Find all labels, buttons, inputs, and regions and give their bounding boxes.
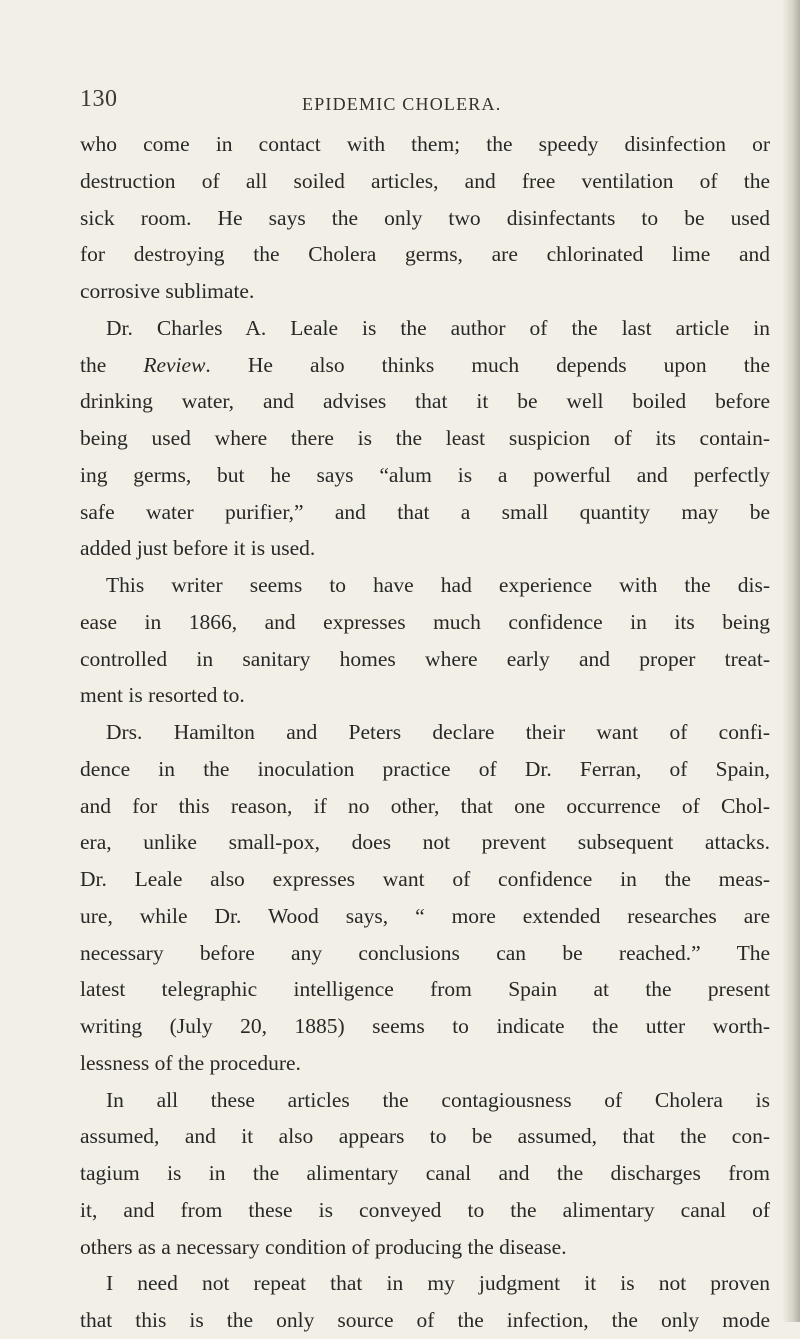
paragraph-start-line: This writer seems to have had experience with the dis-	[106, 573, 770, 597]
text-line: writing (July 20, 1885) seems to indicate the utter worth-	[80, 1014, 770, 1038]
text-line: dence in the inoculation practice of Dr. Ferran, of Spain,	[80, 756, 770, 781]
text-line: latest telegraphic intelligence from Spain at the present	[80, 977, 770, 1002]
text-line: and for this reason, if no other, that one occurrence of Chol-	[80, 793, 770, 818]
page-number: 130	[80, 86, 118, 112]
text-line: being used where there is the least suspicion of its contain-	[80, 426, 770, 450]
paragraph-start-line: In all these articles the contagiousness of Cholera is	[106, 1087, 770, 1112]
paragraph-start-line: Dr. Charles A. Leale is the author of the last article in	[106, 315, 770, 340]
text-line: that this is the only source of the infection, the only mode	[80, 1308, 770, 1332]
text-line: necessary before any conclusions can be reached.” The	[80, 940, 770, 965]
paragraph-start-line: I need not repeat that in my judgment it is not proven	[106, 1271, 770, 1296]
text-line	[80, 347, 770, 384]
page-edge-shadow	[782, 0, 800, 1322]
paragraph-start-line: Drs. Hamilton and Peters declare their want of confi-	[106, 720, 770, 744]
text-line: sick room. He says the only two disinfectants to be used	[80, 205, 770, 230]
text-line: ing germs, but he says “alum is a powerful and perfectly	[80, 462, 770, 487]
text-line: for destroying the Cholera germs, are chlorinated lime and	[80, 242, 770, 267]
text-line: ure, while Dr. Wood says, “ more extended researches are	[80, 903, 770, 928]
text-line: lessness of the procedure.	[80, 1050, 301, 1075]
running-head: EPIDEMIC CHOLERA.	[302, 94, 502, 114]
text-line: corrosive sublimate.	[80, 279, 255, 303]
text-fragment: the	[80, 352, 144, 377]
text-line: drinking water, and advises that it be well boiled before	[80, 389, 770, 414]
text-line: added just before it is used.	[80, 536, 316, 561]
text-line: era, unlike small-pox, does not prevent subsequent attacks.	[80, 830, 770, 855]
text-line: others as a necessary condition of producing the disease.	[80, 1234, 567, 1259]
text-line: who come in contact with them; the speedy disinfection or	[80, 132, 770, 156]
text-line: ment is resorted to.	[80, 683, 245, 708]
text-line: controlled in sanitary homes where early and proper treat-	[80, 646, 770, 671]
text-line: assumed, and it also appears to be assumed, that the con-	[80, 1124, 770, 1149]
journal-title: Review	[143, 352, 206, 377]
text-line: Dr. Leale also expresses want of confidence in the meas-	[80, 867, 770, 891]
text-line: destruction of all soiled articles, and free ventilation of the	[80, 168, 770, 193]
text-line: tagium is in the alimentary canal and the discharges from	[80, 1161, 770, 1185]
body-text	[80, 126, 770, 1339]
text-line: ease in 1866, and expresses much confidence in its being	[80, 609, 770, 634]
text-line: it, and from these is conveyed to the alimentary canal of	[80, 1197, 770, 1222]
text-fragment: . He also thinks much depends upon the	[205, 352, 770, 377]
text-line: safe water purifier,” and that a small quantity may be	[80, 499, 770, 524]
